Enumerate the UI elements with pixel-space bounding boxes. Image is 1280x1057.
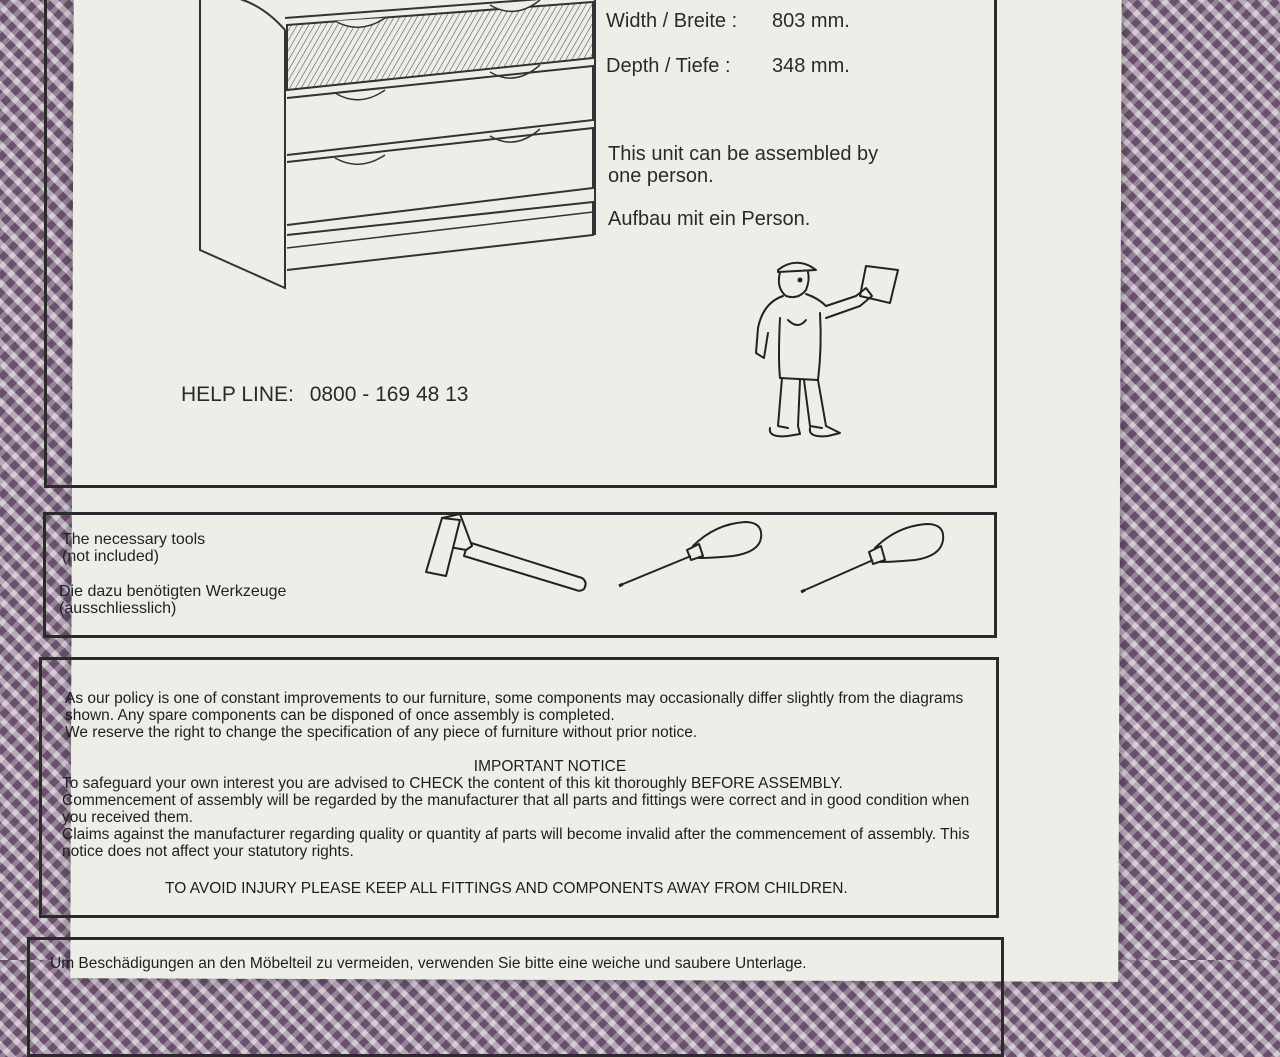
help-line-label: HELP LINE: — [181, 383, 294, 406]
commencement-text: Commencement of assembly will be regarded by the manufacturer that all parts and fittings were correct and in good condition when you received them. — [62, 792, 970, 826]
assembly-note-english: This unit can be assembled by one person. — [608, 143, 879, 187]
reserve-text: We reserve the right to change the specification of any piece of furniture without prior notice. — [65, 724, 698, 741]
policy-text: As our policy is one of constant improvements to our furniture, some components may occasionally differ slightly from the diagrams shown. Any spare components can be disponed of once assembly is completed. — [65, 690, 964, 724]
tools-english-line2: (not included) — [62, 548, 159, 565]
tools-english — [62, 531, 205, 565]
tools-german-line2: (ausschliesslich) — [59, 600, 177, 617]
depth-label: Depth / Tiefe : — [606, 55, 731, 77]
safeguard-text: To safeguard your own interest you are advised to CHECK the content of this kit thoroughly BEFORE ASSEMBLY. — [62, 775, 843, 792]
assembly-note-german: Aufbau mit ein Person. — [608, 208, 811, 230]
width-value: 803 mm. — [772, 10, 850, 32]
child-safety-warning: TO AVOID INJURY PLEASE KEEP ALL FITTINGS AND COMPONENTS AWAY FROM CHILDREN. — [165, 880, 848, 897]
hammer-icon — [420, 510, 590, 600]
german-notice-text: Um Beschädigungen an den Möbelteil zu vermeiden, verwenden Sie bitte eine weiche und saubere Unterlage. — [50, 955, 807, 972]
worker-illustration-icon — [748, 258, 918, 443]
tools-german-line1: Die dazu benötigten Werkzeuge — [59, 583, 287, 600]
help-line — [181, 383, 469, 407]
important-notice-heading: IMPORTANT NOTICE — [473, 758, 627, 775]
policy-paragraph — [65, 690, 985, 741]
help-line-number: 0800 - 169 48 13 — [309, 383, 469, 406]
tools-english-line1: The necessary tools — [62, 531, 206, 548]
dresser-drawing — [190, 0, 610, 290]
screwdriver-icon — [795, 518, 955, 598]
tools-german — [59, 583, 286, 617]
width-label: Width / Breite : — [606, 10, 738, 32]
claims-text: Claims against the manufacturer regarding quality or quantity af parts will become invalid after the commencement of assembly. This notice does not affect your statutory rights. — [62, 826, 970, 860]
screwdriver-icon — [615, 518, 775, 590]
safeguard-paragraph — [62, 775, 982, 860]
depth-value: 348 mm. — [772, 55, 850, 77]
